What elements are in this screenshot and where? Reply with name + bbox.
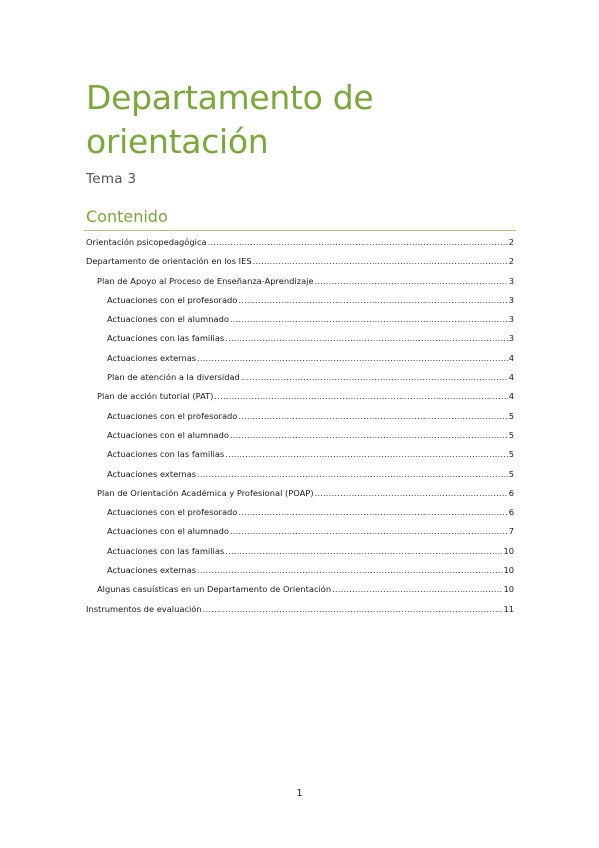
toc-heading: Contenido bbox=[86, 207, 168, 226]
toc-entry[interactable] bbox=[86, 272, 514, 291]
toc-entry-title[interactable]: Actuaciones externas bbox=[107, 352, 197, 363]
toc-entry-title[interactable]: Actuaciones con el alumnado bbox=[107, 526, 229, 537]
toc-entry-title[interactable]: Actuaciones con el alumnado bbox=[107, 314, 229, 325]
toc-dot-leader bbox=[238, 407, 507, 426]
toc-dot-leader bbox=[230, 522, 508, 541]
toc-entry-page[interactable]: 2 bbox=[508, 256, 514, 267]
document-title-line-1: Departamento de bbox=[86, 78, 374, 117]
toc-dot-leader bbox=[197, 465, 508, 484]
toc-entry-title[interactable]: Actuaciones con el profesorado bbox=[107, 410, 238, 421]
toc-entry[interactable] bbox=[86, 426, 514, 445]
toc-dot-leader bbox=[203, 600, 503, 619]
toc-entry[interactable] bbox=[86, 445, 514, 464]
toc-dot-leader bbox=[332, 580, 502, 599]
toc-entry-title[interactable]: Departamento de orientación en los IES bbox=[86, 256, 252, 267]
toc-entry-title[interactable]: Algunas casuísticas en un Departamento de Orientación bbox=[97, 584, 332, 595]
toc-entry[interactable] bbox=[86, 310, 514, 329]
toc-entry-page[interactable]: 3 bbox=[508, 294, 514, 305]
toc-dot-leader bbox=[253, 252, 508, 271]
toc-entry-page[interactable]: 11 bbox=[503, 603, 514, 614]
toc-entry-page[interactable]: 5 bbox=[508, 429, 514, 440]
toc-entry-title[interactable]: Actuaciones con las familias bbox=[107, 333, 225, 344]
toc-entry[interactable] bbox=[86, 503, 514, 522]
toc-entry-title[interactable]: Orientación psicopedagógica bbox=[86, 237, 207, 247]
toc-entry[interactable] bbox=[86, 484, 514, 503]
toc-dot-leader bbox=[315, 272, 508, 291]
toc-entry[interactable] bbox=[86, 522, 514, 541]
table-of-contents bbox=[86, 233, 514, 619]
toc-dot-leader bbox=[230, 426, 508, 445]
toc-entry[interactable] bbox=[86, 561, 514, 580]
document-title bbox=[86, 76, 373, 164]
toc-entry-title[interactable]: Actuaciones con el profesorado bbox=[107, 507, 238, 518]
toc-dot-leader bbox=[238, 503, 507, 522]
toc-entry[interactable] bbox=[86, 542, 514, 561]
toc-entry-page[interactable]: 3 bbox=[508, 275, 514, 286]
toc-entry-page[interactable]: 4 bbox=[508, 372, 514, 383]
toc-entry-title[interactable]: Plan de Orientación Académica y Profesional (POAP) bbox=[97, 487, 314, 498]
toc-entry-title[interactable]: Actuaciones externas bbox=[107, 468, 197, 479]
toc-dot-leader bbox=[225, 329, 507, 348]
toc-dot-leader bbox=[225, 542, 502, 561]
toc-entry[interactable] bbox=[86, 600, 514, 619]
toc-entry[interactable] bbox=[86, 252, 514, 271]
toc-entry-page[interactable]: 10 bbox=[503, 584, 514, 595]
page-number: 1 bbox=[296, 788, 303, 799]
toc-dot-leader bbox=[230, 310, 508, 329]
toc-entry[interactable] bbox=[86, 407, 514, 426]
toc-dot-leader bbox=[238, 291, 507, 310]
toc-entry-title[interactable]: Actuaciones externas bbox=[107, 565, 197, 576]
toc-entry-page[interactable]: 2 bbox=[508, 237, 514, 247]
toc-dot-leader bbox=[241, 368, 508, 387]
toc-dot-leader bbox=[225, 445, 507, 464]
toc-entry-page[interactable]: 4 bbox=[508, 391, 514, 402]
toc-entry-page[interactable]: 6 bbox=[508, 507, 514, 518]
toc-dot-leader bbox=[197, 349, 508, 368]
toc-entry[interactable] bbox=[86, 580, 514, 599]
toc-entry[interactable] bbox=[86, 329, 514, 348]
toc-entry-page[interactable]: 3 bbox=[508, 314, 514, 325]
toc-entry-title[interactable]: Plan de atención a la diversidad bbox=[107, 372, 240, 383]
document-title-line-2: orientación bbox=[86, 122, 269, 161]
toc-entry-title[interactable]: Actuaciones con el profesorado bbox=[107, 294, 238, 305]
toc-entry-title[interactable]: Actuaciones con las familias bbox=[107, 545, 225, 556]
toc-entry[interactable] bbox=[86, 368, 514, 387]
toc-entry-page[interactable]: 10 bbox=[503, 565, 514, 576]
toc-entry[interactable] bbox=[86, 465, 514, 484]
toc-entry-page[interactable]: 3 bbox=[508, 333, 514, 344]
toc-entry-page[interactable]: 4 bbox=[508, 352, 514, 363]
toc-entry-page[interactable]: 5 bbox=[508, 468, 514, 479]
document-subtitle: Tema 3 bbox=[86, 171, 137, 187]
toc-entry[interactable] bbox=[86, 233, 514, 252]
toc-entry-title[interactable]: Actuaciones con el alumnado bbox=[107, 429, 229, 440]
toc-entry[interactable] bbox=[86, 387, 514, 406]
toc-entry-title[interactable]: Plan de Apoyo al Proceso de Enseñanza-Aprendizaje bbox=[97, 275, 314, 286]
toc-entry-page[interactable]: 5 bbox=[508, 449, 514, 460]
toc-entry-page[interactable]: 7 bbox=[508, 526, 514, 537]
toc-entry-page[interactable]: 6 bbox=[508, 487, 514, 498]
toc-entry[interactable] bbox=[86, 349, 514, 368]
toc-heading-rule bbox=[84, 230, 516, 231]
toc-entry-title[interactable]: Instrumentos de evaluación bbox=[86, 603, 202, 614]
toc-dot-leader bbox=[214, 387, 507, 406]
toc-dot-leader bbox=[197, 561, 502, 580]
toc-dot-leader bbox=[208, 233, 508, 252]
toc-entry[interactable] bbox=[86, 291, 514, 310]
toc-entry-title[interactable]: Plan de acción tutorial (PAT) bbox=[97, 391, 214, 402]
toc-entry-page[interactable]: 5 bbox=[508, 410, 514, 421]
toc-dot-leader bbox=[315, 484, 508, 503]
toc-entry-page[interactable]: 10 bbox=[503, 545, 514, 556]
toc-entry-title[interactable]: Actuaciones con las familias bbox=[107, 449, 225, 460]
